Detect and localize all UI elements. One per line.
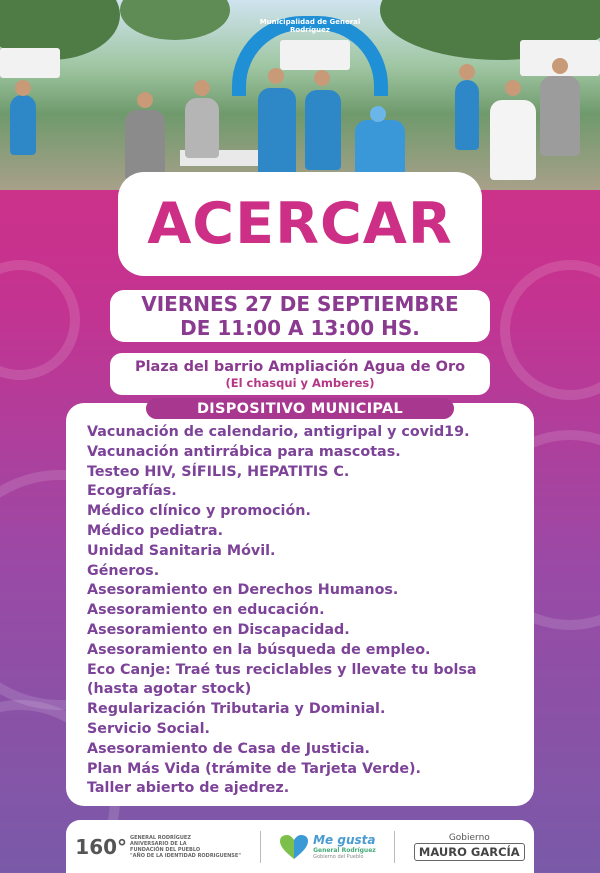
list-item: Vacunación de calendario, antigripal y covid19. [87, 424, 470, 440]
megusta-gov: Gobierno del Pueblo [313, 853, 364, 860]
anniversary-top: GENERAL RODRÍGUEZ [130, 834, 191, 841]
list-item: Ecografías. [87, 483, 177, 500]
footer-logos [66, 820, 534, 873]
anniversary-logo [75, 835, 241, 859]
date-box [110, 290, 490, 342]
divider [394, 831, 395, 863]
heart-icon [279, 834, 309, 860]
event-photo [0, 0, 600, 190]
list-item: (hasta agotar stock) [87, 681, 252, 698]
list-item: Médico clínico y promoción. [87, 503, 311, 520]
anniversary-line1: ANIVERSARIO DE LA [130, 840, 187, 847]
list-item: Asesoramiento en la búsqueda de empleo. [87, 641, 431, 658]
anniversary-number: 160° [75, 834, 128, 859]
anniversary-line3: "AÑO DE LA IDENTIDAD RODRIGUENSE" [130, 852, 241, 859]
services-list [66, 400, 534, 806]
divider [260, 831, 261, 863]
list-item: Unidad Sanitaria Móvil. [87, 542, 276, 559]
page-title: ACERCAR [147, 191, 453, 257]
event-date: VIERNES 27 DE SEPTIEMBRE [141, 292, 459, 316]
list-item: Taller abierto de ajedrez. [87, 780, 290, 797]
gobierno-label: Gobierno [448, 832, 490, 843]
list-item: Servicio Social. [87, 720, 210, 737]
anniversary-line2: FUNDACIÓN DEL PUEBLO [130, 846, 201, 853]
background-decoration [0, 260, 80, 380]
title-box [118, 172, 482, 276]
list-item: Vacunación antirrábica para mascotas. [87, 443, 401, 460]
megusta-text: Me gusta [313, 832, 376, 847]
section-badge [146, 398, 454, 419]
megusta-city: General Rodríguez [313, 846, 376, 854]
list-item: Asesoramiento en Derechos Humanos. [87, 582, 399, 599]
megusta-logo [279, 834, 376, 860]
list-item: Asesoramiento de Casa de Justicia. [87, 740, 370, 757]
arch-label: Municipalidad de General Rodríguez [259, 18, 361, 34]
list-item: Asesoramiento en educación. [87, 602, 325, 619]
section-badge-label: DISPOSITIVO MUNICIPAL [196, 400, 404, 417]
gobierno-name: MAURO GARCÍA [414, 843, 525, 861]
event-location: Plaza del barrio Ampliación Agua de Oro [134, 359, 466, 375]
gobierno-logo [414, 833, 525, 861]
event-time: DE 11:00 A 13:00 HS. [180, 316, 420, 340]
list-item: Eco Canje: Traé tus reciclables y llevate tu bolsa [87, 661, 477, 678]
list-item: Plan Más Vida (trámite de Tarjeta Verde). [87, 760, 421, 777]
background-decoration [500, 260, 600, 400]
list-item: Asesoramiento en Discapacidad. [87, 621, 350, 638]
list-item: Géneros. [87, 562, 160, 579]
event-streets: (El chasqui y Amberes) [225, 376, 375, 390]
list-item: Médico pediatra. [87, 522, 224, 539]
place-box [110, 353, 490, 395]
list-item: Regularización Tributaria y Dominial. [87, 701, 386, 718]
list-item: Testeo HIV, SÍFILIS, HEPATITIS C. [87, 463, 350, 480]
